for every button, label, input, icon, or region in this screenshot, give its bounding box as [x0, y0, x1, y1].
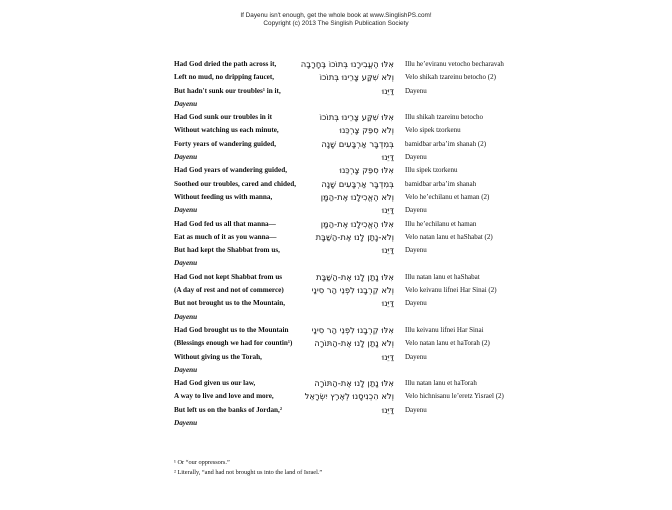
english-line: Had God brought us to the Mountain: [174, 325, 289, 334]
hebrew-line: וְלֹא סִפֵּק צָרְכֵּנוּ: [339, 125, 394, 136]
footnote-2: ² Literally, “and had not brought us into the land of Israel.”: [174, 469, 323, 476]
english-line: Left no mud, no dripping faucet,: [174, 73, 275, 82]
lyric-row: [0, 218, 672, 231]
english-line: But had kept the Shabbat from us,: [174, 246, 280, 255]
english-line: Had God dried the path across it,: [174, 60, 277, 68]
english-line: Dayenu: [174, 99, 198, 108]
lyric-row: [0, 271, 672, 284]
hebrew-line: דַּיֵּנוּ: [381, 85, 394, 96]
lyric-row: [0, 324, 672, 337]
lyric-row: [0, 85, 672, 98]
hebrew-line: וְלֹא נָתַן לָנוּ אֶת-הַתּוֹרָה: [314, 338, 394, 349]
lyric-row: [0, 390, 672, 403]
lyric-row: [0, 164, 672, 177]
lyric-row: [0, 204, 672, 217]
english-line: Without feeding us with manna,: [174, 192, 273, 201]
transliteration-line: Velo sipek tzorkenu: [405, 126, 461, 135]
english-line: Had God fed us all that manna—: [174, 219, 276, 228]
lyric-row: [0, 231, 672, 244]
english-line: A way to live and love and more,: [174, 392, 274, 401]
hebrew-line: אִלּוּ נָתַן לָנוּ אֶת-הַתּוֹרָה: [314, 378, 394, 389]
header-promo-line: If Dayenu isn't enough, get the whole book at www.SinglishPS.com!: [240, 12, 432, 19]
english-line: Had God not kept Shabbat from us: [174, 272, 283, 281]
english-line: (Blessings enough we had for countin¹): [174, 339, 293, 348]
english-line: But not brought us to the Mountain,: [174, 299, 286, 308]
english-line: Dayenu: [174, 419, 198, 428]
transliteration-line: Velo natan lanu et haShabat (2): [405, 232, 493, 241]
page-header: [0, 12, 672, 28]
lyric-row: [0, 138, 672, 151]
lyric-row: [0, 71, 672, 84]
transliteration-line: Illu he’eviranu vetocho becharavah: [405, 60, 504, 68]
hebrew-line: דַּיֵּנוּ: [381, 205, 394, 216]
lyric-row: [0, 377, 672, 390]
transliteration-line: Illu shikah tzareinu betocho: [405, 113, 483, 122]
transliteration-line: Dayenu: [405, 153, 427, 162]
english-line: Without giving us the Torah,: [174, 352, 262, 361]
transliteration-line: Illu natan lanu et haShabat: [405, 272, 480, 281]
lyric-row: [0, 58, 672, 71]
hebrew-line: וְלֹא שִׁקַּע צָרֵינוּ בְּתוֹכוֹ: [319, 72, 394, 83]
lyrics-table: [0, 58, 672, 430]
lyric-row: [0, 311, 672, 324]
transliteration-line: Velo natan lanu et haTorah (2): [405, 339, 490, 348]
hebrew-line: אִלּוּ הֶעֱבִירָנוּ בְּתוֹכוֹ בֶּחָרָבָה: [300, 59, 394, 69]
lyric-row: [0, 351, 672, 364]
english-line: Dayenu: [174, 153, 198, 162]
english-line: Had God given us our law,: [174, 379, 256, 388]
header-copyright-line: Copyright (c) 2013 The Singlish Publication Society: [263, 20, 409, 27]
footnotes: [174, 458, 322, 478]
transliteration-line: Velo shikah tzareinu betocho (2): [405, 73, 496, 82]
hebrew-line: אִלּוּ נָתַן לָנוּ אֶת-הַשַּׁבָּת: [315, 271, 394, 282]
lyric-row: [0, 178, 672, 191]
english-line: But hadn't sunk our troubles¹ in it,: [174, 86, 281, 95]
english-line: Without watching us each minute,: [174, 126, 279, 135]
hebrew-line: וְלֹא קֵרְבָנוּ לִפְנֵי הַר סִינַי: [311, 285, 394, 296]
lyric-row: [0, 191, 672, 204]
hebrew-line: וְלֹא-נָתַן לָנוּ אֶת-הַשַּׁבָּת: [315, 231, 394, 242]
lyric-row: [0, 98, 672, 111]
english-line: Dayenu: [174, 312, 198, 321]
hebrew-line: וְלֹא הֶאֱכִילָנוּ אֶת-הַמָּן: [320, 191, 394, 202]
hebrew-line: דַּיֵּנוּ: [381, 404, 394, 415]
transliteration-line: Velo hichnisanu le’eretz Yisrael (2): [405, 392, 504, 401]
lyric-row: [0, 244, 672, 257]
lyric-row: [0, 257, 672, 270]
transliteration-line: Dayenu: [405, 405, 427, 414]
hebrew-line: בְּמִדְבָּר אַרְבָּעִים שָׁנָה: [321, 178, 394, 189]
hebrew-line: דַּיֵּנוּ: [381, 152, 394, 163]
lyric-row: [0, 284, 672, 297]
transliteration-line: Dayenu: [405, 206, 427, 215]
lyric-row: [0, 111, 672, 124]
english-line: Dayenu: [174, 259, 198, 268]
transliteration-line: Illu sipek tzorkenu: [405, 166, 458, 175]
english-line: Had God sunk our troubles in it: [174, 113, 272, 122]
lyric-row: [0, 297, 672, 310]
english-line: Had God years of wandering guided,: [174, 166, 288, 175]
transliteration-line: Velo he’echilanu et haman (2): [405, 192, 490, 201]
hebrew-line: וְלֹא הִכְנִיסָנוּ לְאֶרֶץ יִשְׂרָאֵל: [304, 391, 394, 402]
hebrew-line: בְּמִדְבָּר אַרְבָּעִים שָׁנָה: [321, 138, 394, 149]
transliteration-line: Dayenu: [405, 299, 427, 308]
hebrew-line: דַּיֵּנוּ: [381, 298, 394, 309]
lyric-row: [0, 151, 672, 164]
english-line: Dayenu: [174, 365, 198, 374]
transliteration-line: Dayenu: [405, 86, 427, 95]
hebrew-line: דַּיֵּנוּ: [381, 351, 394, 362]
hebrew-line: אִלּוּ הֶאֱכִילָנוּ אֶת-הַמָּן: [320, 218, 394, 229]
english-line: Soothed our troubles, cared and chided,: [174, 179, 297, 188]
english-line: Dayenu: [174, 206, 198, 215]
transliteration-line: Illu natan lanu et haTorah: [405, 379, 477, 388]
hebrew-line: אִלּוּ סִפֵּק צָרְכֵּנוּ: [339, 165, 394, 176]
lyric-row: [0, 124, 672, 137]
transliteration-line: Illu keivanu lifnei Har Sinai: [405, 325, 484, 334]
lyric-row: [0, 404, 672, 417]
lyric-row: [0, 364, 672, 377]
english-line: Eat as much of it as you wanna—: [174, 232, 277, 241]
english-line: (A day of rest and not of commerce): [174, 286, 284, 295]
hebrew-line: אִלּוּ קֵרְבָנוּ לִפְנֵי הַר סִינַי: [311, 324, 394, 335]
transliteration-line: Velo keivanu lifnei Har Sinai (2): [405, 286, 497, 295]
english-line: Forty years of wandering guided,: [174, 139, 277, 148]
footnote-1: ¹ Or “our oppressors.”: [174, 459, 230, 466]
transliteration-line: Dayenu: [405, 352, 427, 361]
transliteration-line: bamidbar arba’im shanah (2): [405, 139, 487, 148]
hebrew-line: אִלּוּ שִׁקַּע צָרֵינוּ בְּתוֹכוֹ: [319, 112, 394, 123]
lyric-row: [0, 417, 672, 430]
english-line: But left us on the banks of Jordan,²: [174, 405, 282, 414]
transliteration-line: Illu he’echilanu et haman: [405, 219, 477, 228]
transliteration-line: bamidbar arba’im shanah: [405, 179, 477, 188]
lyric-row: [0, 337, 672, 350]
transliteration-line: Dayenu: [405, 246, 427, 255]
hebrew-line: דַּיֵּנוּ: [381, 245, 394, 256]
